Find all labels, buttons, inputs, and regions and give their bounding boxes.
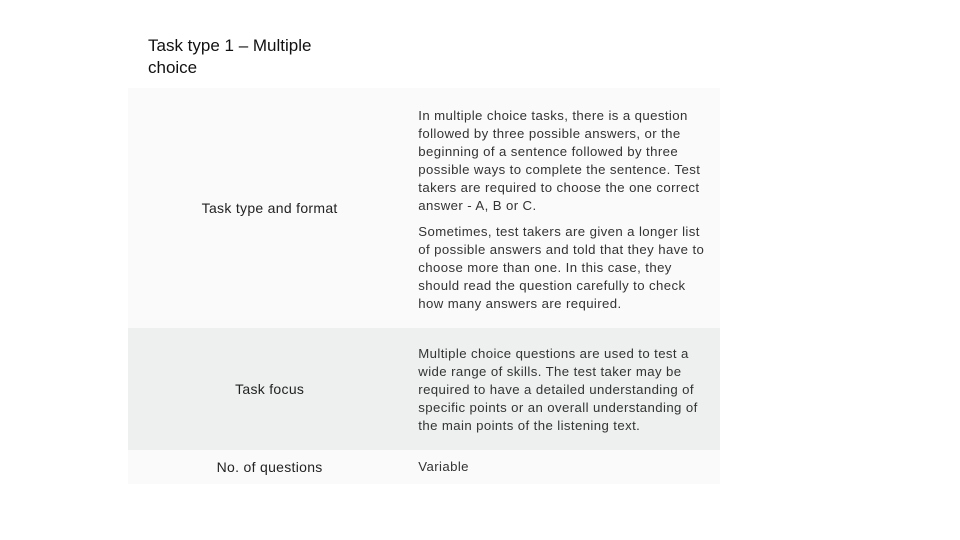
row-value xyxy=(411,328,720,450)
row-label: Task focus xyxy=(235,381,305,397)
page-title xyxy=(148,35,368,79)
row-label: Task type and format xyxy=(201,200,338,216)
table-row-no-of-questions xyxy=(128,450,720,484)
page-title-line-2: choice xyxy=(148,58,198,77)
description-paragraph: Sometimes, test takers are given a longer list of possible answers and told that they have to choose more than one. In this case, they should read the question carefully to check how many answers are required. xyxy=(418,224,705,311)
row-label: No. of questions xyxy=(216,459,323,475)
row-value xyxy=(411,450,720,484)
table-row-task-focus xyxy=(128,328,720,450)
table-row-task-type-and-format xyxy=(128,88,720,328)
description-paragraph: In multiple choice tasks, there is a question followed by three possible answers, or the beginning of a sentence followed by three possible ways to complete the sentence. Test takers are required to choose the one correct answer - A, B or C. xyxy=(418,108,701,213)
description-paragraph: Multiple choice questions are used to test a wide range of skills. The test taker may be required to have a detailed understanding of specific points or an overall understanding of the main points of the listening text. xyxy=(418,345,698,433)
row-value xyxy=(411,88,720,328)
page-title-line-1: Task type 1 – Multiple xyxy=(148,36,312,55)
task-info-table xyxy=(128,88,720,484)
description-paragraph: Variable xyxy=(418,459,469,474)
